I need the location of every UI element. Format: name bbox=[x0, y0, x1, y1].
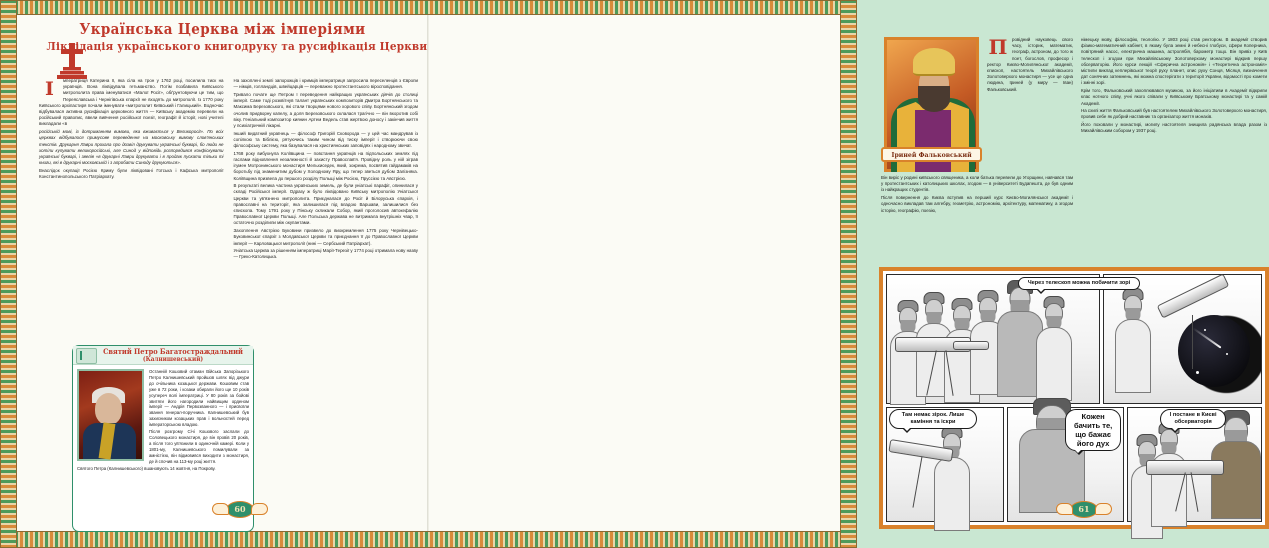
paragraph: Святого Петра (Калнишевського) вшановують 14 жовтня, на Покрову. bbox=[77, 465, 216, 471]
paragraph-text: мператриця Катерина ІІ, яка сіла на трон у 1762 році, посилила тиск на українців. Вона ліквідувала гетьманство. Потім позбавила Київського митрополита права іменуватися «Малої Росії», обґрунтовуючи це тим, що Переяславська і Чернігівська єпархії не входять до митрополії. Із 1770 року Київського архіпастиря почали іменувати «митрополит Київський і Галицький». Водночас відбувалася активна русифікація церковного життя — Київську академію перевели на російський правопис, ввели вивчення російської поезії, географії й історії, нові учителі викладали «в bbox=[39, 78, 224, 127]
portrait-caption-box bbox=[881, 147, 982, 162]
speech-bubble-4: І постане в Києві обсерваторія bbox=[1160, 409, 1226, 429]
ornamental-border-right bbox=[840, 0, 857, 548]
page-number-badge bbox=[1070, 501, 1098, 518]
right-column-2 bbox=[1081, 37, 1267, 136]
page-ornament-right-wing bbox=[251, 503, 268, 515]
paragraph: російській мові, із дотриманням вимови, яка вживається у Великоросії». По всіх церквах відбувалося примусове переведення на московську вимову слов'янських текстів. Друкарня Лаври прохала про дозвіл друкувати українські букварі, бо люди не хотіли купувати великоросійські, але Синод у відповідь розпорядився конфіскувати українські букварі, і звелів «в друкарні Лаври друкувати і в продаж пускати тільки ті книги, які в друкарні московській і з апробати Синоду друкуються». bbox=[39, 129, 224, 166]
paragraph: Внаслідок окупації Росією Криму були ліквідовані Готська і Кафська митрополії Константинопольського Патріархату. bbox=[39, 167, 224, 180]
paragraph: Крім того, Фальковський захоплювався музикою, за його ініціативи в Академії відкрили клас нотного співу, учні якого співали у Київському Братському монастирі та у самій Академії. bbox=[1081, 88, 1267, 106]
portrait-kalnyshevsky bbox=[77, 369, 144, 461]
comic-panel-1 bbox=[886, 274, 1100, 404]
paragraph: В результаті велика частина українських земель, де були уніатські парафії, опинилася у складі Російської імперії. Одразу ж було ліквідовано Київську митрополію Уніатської Церкви та ув'язнено митрополита. Приєдналася до Росії й Білоруська єпархія, і православні на території, яка залишилася під владою Варшави, залишилися без єпископа. Тому 1791 року у Пінську скликали Собор, який проголосив автокефалію Православної Церкви Польщі. Але Польська держава не витримала внутрішніх чвар, її остаточно розділили між окупантами. bbox=[233, 183, 418, 226]
speech-bubble-1: Через телескоп можна побачити зорі bbox=[1018, 277, 1140, 290]
right-page bbox=[429, 15, 1268, 531]
comic-panel-2 bbox=[1027, 274, 1262, 404]
page-subtitle: Ліквідація українського книгодруку та русифікація Церкви bbox=[46, 39, 428, 53]
speech-bubble-2: Там немає зірок. Лише каміння та іскри bbox=[889, 409, 977, 429]
ornamental-border-left bbox=[0, 0, 17, 548]
paragraph: Уніатська Церква за рішенням імператриці Марії-Терезії у 1774 році отримала нову назву — Греко-Католицька. bbox=[233, 248, 418, 260]
page-ornament-left-wing bbox=[212, 503, 229, 515]
paragraph: Тривало почате ще Петром І переведення найкращих українських діячів до столиці імперії. Саме тоді розквітнув талант українських композиторів Дмитра Бортнянського та Максима Березовського, які стали творцями нового хорового співу. Бортнянський згодом очолив придворну капелу, а доля Березовського склалася трагічно — він вкоротив собі віку. Геніальний композитор киянин Артем Ведель став жертвою доносу і закінчив життя у психіатричній лікарні. bbox=[233, 91, 418, 128]
info-box-body bbox=[73, 365, 253, 476]
page-number-left bbox=[223, 499, 257, 519]
speech-bubble-3: Кожен бачить те, що бажає його дух bbox=[1065, 409, 1121, 451]
drop-cap: І bbox=[45, 78, 54, 100]
info-box-title-line2: (Калнишевський) bbox=[142, 356, 204, 363]
paragraph bbox=[987, 37, 1073, 93]
info-box-title-line1: Святий Петро Багатостраждальний bbox=[103, 347, 243, 356]
left-page-columns bbox=[39, 78, 418, 262]
portrait-chest bbox=[915, 110, 951, 172]
page-number-badge bbox=[226, 501, 254, 518]
ornamental-border-top bbox=[0, 0, 857, 15]
right-column-1-continued bbox=[881, 175, 1073, 215]
paragraph: Захоплення Австрією Буковини призвело до виокремлення 1775 року Чернівецько-Буковинської єпархії з Молдавської Церкви та приєднання її до Православної Церкви імперії — Карловацької митрополії (нині — Сербський Патріархат). bbox=[233, 228, 418, 246]
night-sky-circle bbox=[1178, 315, 1250, 387]
left-page bbox=[17, 15, 429, 531]
paragraph bbox=[39, 78, 224, 128]
comic-panel-5 bbox=[1127, 407, 1262, 522]
paragraph: 1768 року вибухнула Коліївщина — повстання українців на підпольських землях під гаслами відновлення незалежності й захисту Православ'я. Провідну роль у ній зіграв ігумен Мотронинського монастиря Мельхиседек, який, зокрема, посвятив гайдамаків на боротьбу під знаменитим дубом у Холодному Яру, що тепер зветься дубом Залізняка. Коліївщина призвела до першого розділу Польщі між Росією, Пруссією та Австрією. bbox=[233, 150, 418, 181]
paragraph: Його поховали у монастирі, могилу настоятеля знищила радянська влада разом із Михайлівським собором у 1937 році. bbox=[1081, 122, 1267, 134]
paragraph: Останній Кошовий отаман Війська Запорізького Петро Калнишевський пройшов шлях від джури до очільника козацької держави. Кошовим став уже в 72 роки, і козаки обирали його ще 10 років усупереч волі імператриці. У 80 років за бойові звитяги його нагородили найвищим орденом імперії — Андрія Первозванного — і присвоїли звання генерал-поручника. Калнишевський був захисником козацьких прав і вольностей перед імператорською владою. bbox=[149, 369, 249, 428]
page-ornament-right-wing bbox=[1095, 503, 1112, 515]
left-column-1 bbox=[39, 78, 224, 262]
page-number-text: 60 bbox=[234, 504, 246, 514]
paragraph: Після розгрому Січі Кошового заслали до Соловецького монастиря, де він провів 20 років, а після того ув'язнили в одиночній камері. Коли у 1801-му, Калнишевського помилували за амністією, він відмовився виходити з монастиря, де й спочив на 113-му році життя. bbox=[149, 429, 249, 464]
paragraph: Він виріс у родині київського священика, а коли батька перевели до Угорщини, навчався там у протестантських і католицьких школах, згодом — в університеті Будапешта, де був одним із найкращих студентів. bbox=[881, 175, 1073, 193]
ornamental-border-bottom bbox=[0, 531, 857, 548]
page-ornament-left-wing bbox=[1056, 503, 1073, 515]
book-icon bbox=[76, 348, 97, 364]
info-box-header bbox=[73, 346, 253, 365]
page-number-text: 61 bbox=[1078, 504, 1090, 514]
page-title: Українська Церква між імперіями bbox=[79, 21, 366, 38]
comic-panel-3 bbox=[886, 407, 1004, 522]
comic-illustration bbox=[879, 267, 1269, 529]
paragraph: На захоплені землі запорожців і кримців імператриця запросила переселенців з Європи — німців, голландців, швейцарців — переважно протестантського віросповідання. bbox=[233, 78, 418, 90]
left-page-headings bbox=[17, 15, 428, 53]
portrait-caption-text: Іриней Фальковський bbox=[891, 150, 972, 159]
paragraph: Інший видатний українець — філософ Григорій Сковорода — у цей час мандрував із сопілкою та Біблією, рятуючись таким чином від тиску імперії і створюючи свою філософську систему, яка базувалася на християнських заповідях і народному звичаї. bbox=[233, 130, 418, 149]
paragraph: німецьку мову, філософію, теологію. У 1803 році став ректором. В академії створив фізико-математичний кабінет, в якому була земні й небесні глобуси, сфери Коперника, повітряний насос, електрична машина, астролябія, барометр тощо. Він привіз у Київ телескоп і згодом при Михайлівському Золотоверхому монастирі відкрив першу обсерваторію. Його курси лекцій «Сферична астрономія» і «Теоретична астрономія» містили виклад кеплерівської теорії руху планет, опис руху Сонця, Місяця, визначення дат сонячних затемнень, які можна спостерігати з території України, відомості про комети і змінні зорі. bbox=[1081, 37, 1267, 86]
portrait-beard bbox=[918, 86, 950, 112]
portrait-mitre bbox=[913, 48, 955, 76]
paragraph: На схилі життя Фальковський був настоятелем Михайлівського Золотоверхого монастиря, провив себе як добрий наставник та організатор життя монахів. bbox=[1081, 108, 1268, 120]
left-column-2 bbox=[234, 78, 419, 262]
drop-cap: П bbox=[988, 35, 1008, 59]
paragraph-text: ровідний науковець свого часу, історик, математик, географ, астроном, до того ж поет, богослов, професор і ректор Києво-Могилянської академії, єпископ, настоятель Михайлівського Золотоверхого монастиря — усе це одна людина, Іриней (у миру — Іван) Фальковський. bbox=[987, 37, 1073, 92]
paragraph: Після повернення до Києва вступив на перший курс Києво-Могилянської академії і одночасно викладав там алгебру, геометрію, астрономію, архітектуру, математику, а згодом історію, географію, поезію, bbox=[881, 195, 1073, 213]
page-number-right bbox=[1067, 499, 1101, 519]
right-column-intro bbox=[987, 37, 1073, 94]
portrait-face bbox=[95, 393, 122, 425]
